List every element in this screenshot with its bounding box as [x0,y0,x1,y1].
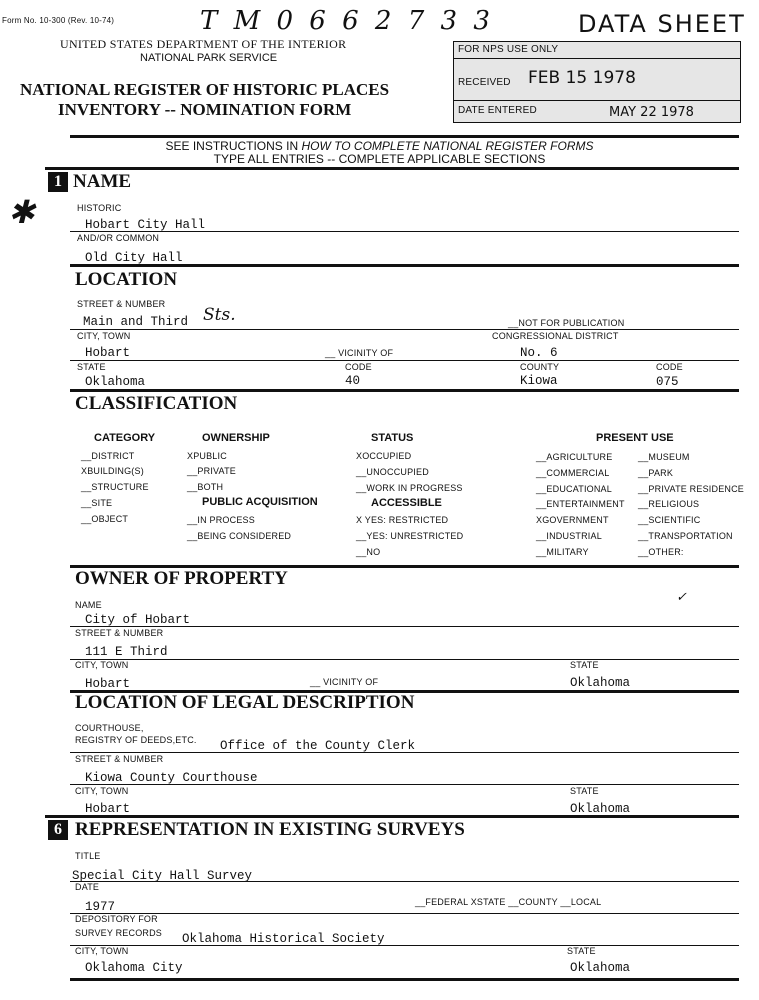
use-museum[interactable]: __MUSEUM [638,452,690,462]
ownership-both[interactable]: __BOTH [187,482,224,492]
use-religious[interactable]: __RELIGIOUS [638,499,700,509]
survey-state-label: STATE [567,946,596,956]
entered-stamp: MAY 22 1978 [609,105,694,120]
section-legal-title: LOCATION OF LEGAL DESCRIPTION [75,692,415,713]
owner-state-label: STATE [570,660,599,670]
legal-state-value: Oklahoma [570,802,631,816]
city-label: CITY, TOWN [77,331,131,341]
instructions-line2: TYPE ALL ENTRIES -- COMPLETE APPLICABLE SECTIONS [213,152,546,166]
survey-city-label: CITY, TOWN [75,946,129,956]
use-educational[interactable]: __EDUCATIONAL [536,484,612,494]
historic-label: HISTORIC [77,203,122,213]
instructions-line1: SEE INSTRUCTIONS IN HOW TO COMPLETE NATIONAL REGISTER FORMS [165,139,594,153]
use-government[interactable]: XGOVERNMENT [536,515,609,525]
section-owner-title: OWNER OF PROPERTY [75,568,288,589]
owner-street-value: 111 E Third [85,645,168,659]
vicinity-of: __ VICINITY OF [325,348,394,358]
legal-street-value: Kiowa County Courthouse [85,771,258,785]
street-handwritten: Sts. [203,305,236,325]
street-label: STREET & NUMBER [77,299,166,309]
use-military[interactable]: __MILITARY [536,547,589,557]
owner-city-label: CITY, TOWN [75,660,129,670]
historic-value: Hobart City Hall [85,218,206,232]
survey-levels[interactable]: __FEDERAL XSTATE __COUNTY __LOCAL [415,897,602,907]
category-building[interactable]: XBUILDING(S) [81,466,144,476]
owner-state-value: Oklahoma [570,676,631,690]
owner-street-label: STREET & NUMBER [75,628,164,638]
state-value: Oklahoma [85,375,146,389]
code-value: 40 [345,374,361,388]
section-location-title: LOCATION [75,269,178,290]
section-number-6: 6 [48,820,68,840]
state-label: STATE [77,362,106,372]
status-unoccupied[interactable]: __UNOCCUPIED [356,467,429,477]
survey-state-value: Oklahoma [570,961,631,975]
legal-state-label: STATE [570,786,599,796]
legal-street-label: STREET & NUMBER [75,754,164,764]
status-work-in-progress[interactable]: __WORK IN PROGRESS [356,483,463,493]
use-scientific[interactable]: __SCIENTIFIC [638,515,701,525]
nps-label: FOR NPS USE ONLY [458,44,559,55]
asterisk-mark: ✱ [8,193,35,231]
survey-city-value: Oklahoma City [85,961,183,975]
accessible-heading: ACCESSIBLE [371,497,442,509]
ownership-private[interactable]: __PRIVATE [187,466,236,476]
city-value: Hobart [85,346,131,360]
category-heading: CATEGORY [94,432,156,444]
survey-title-label: TITLE [75,851,101,861]
owner-city-value: Hobart [85,677,131,691]
acquisition-heading: PUBLIC ACQUISITION [202,496,318,508]
service: NATIONAL PARK SERVICE [140,52,278,64]
section-surveys-title: REPRESENTATION IN EXISTING SURVEYS [75,819,465,840]
congress-value: No. 6 [520,346,558,360]
ownership-public[interactable]: XPUBLIC [187,451,227,461]
handwritten-id: T M 0 6 6 2 7 3 3 [200,6,494,36]
depository-label-2: SURVEY RECORDS [75,928,162,938]
owner-vicinity: __ VICINITY OF [310,677,379,687]
county-value: Kiowa [520,374,558,388]
use-industrial[interactable]: __INDUSTRIAL [536,531,602,541]
use-entertainment[interactable]: __ENTERTAINMENT [536,499,625,509]
section-name-title: NAME [73,171,132,192]
county-label: COUNTY [520,362,560,372]
nps-use-box [453,41,741,123]
code-label: CODE [345,362,372,372]
data-sheet-stamp: DATA SHEET [578,10,746,38]
street-value: Main and Third [83,315,189,329]
category-structure[interactable]: __STRUCTURE [81,482,149,492]
acquisition-in-process[interactable]: __IN PROCESS [187,515,255,525]
received-label: RECEIVED [458,77,511,88]
code2-value: 075 [656,375,679,389]
owner-name-label: NAME [75,600,102,610]
legal-city-value: Hobart [85,802,131,816]
category-site[interactable]: __SITE [81,498,113,508]
use-private-residence[interactable]: __PRIVATE RESIDENCE [638,484,744,494]
survey-date-value: 1977 [85,900,116,914]
accessible-no[interactable]: __NO [356,547,381,557]
code2-label: CODE [656,362,683,372]
owner-name-value: City of Hobart [85,613,191,627]
section-classification-title: CLASSIFICATION [75,393,238,414]
use-agriculture[interactable]: __AGRICULTURE [536,452,613,462]
department: UNITED STATES DEPARTMENT OF THE INTERIOR [60,37,347,51]
check-mark: ✓ [676,590,687,605]
survey-date-label: DATE [75,882,100,892]
courthouse-label-2: REGISTRY OF DEEDS,ETC. [75,735,197,745]
status-heading: STATUS [371,432,414,444]
acquisition-being-considered[interactable]: __BEING CONSIDERED [187,531,292,541]
form-number: Form No. 10-300 (Rev. 10-74) [2,16,115,25]
category-district[interactable]: __DISTRICT [81,451,135,461]
common-label: AND/OR COMMON [77,233,160,243]
category-object[interactable]: __OBJECT [81,514,129,524]
section-number-1: 1 [48,172,68,192]
form-title-line2: INVENTORY -- NOMINATION FORM [58,100,352,119]
courthouse-label-1: COURTHOUSE, [75,723,144,733]
use-other[interactable]: __OTHER: [638,547,684,557]
present-use-heading: PRESENT USE [596,432,674,444]
depository-value: Oklahoma Historical Society [182,932,385,946]
common-value: Old City Hall [85,251,183,265]
accessible-restricted[interactable]: X YES: RESTRICTED [356,515,449,525]
use-commercial[interactable]: __COMMERCIAL [536,468,610,478]
received-stamp: FEB 15 1978 [528,68,636,88]
form-title-line1: NATIONAL REGISTER OF HISTORIC PLACES [20,80,390,99]
use-park[interactable]: __PARK [638,468,674,478]
accessible-unrestricted[interactable]: __YES: UNRESTRICTED [356,531,464,541]
not-for-publication: __NOT FOR PUBLICATION [508,318,625,328]
use-transportation[interactable]: __TRANSPORTATION [638,531,733,541]
legal-city-label: CITY, TOWN [75,786,129,796]
status-occupied[interactable]: XOCCUPIED [356,451,412,461]
depository-label-1: DEPOSITORY FOR [75,914,158,924]
survey-title-value: Special City Hall Survey [72,869,253,883]
ownership-heading: OWNERSHIP [202,432,270,444]
entered-label: DATE ENTERED [458,105,537,116]
courthouse-value: Office of the County Clerk [220,739,416,753]
congress-label: CONGRESSIONAL DISTRICT [492,331,619,341]
